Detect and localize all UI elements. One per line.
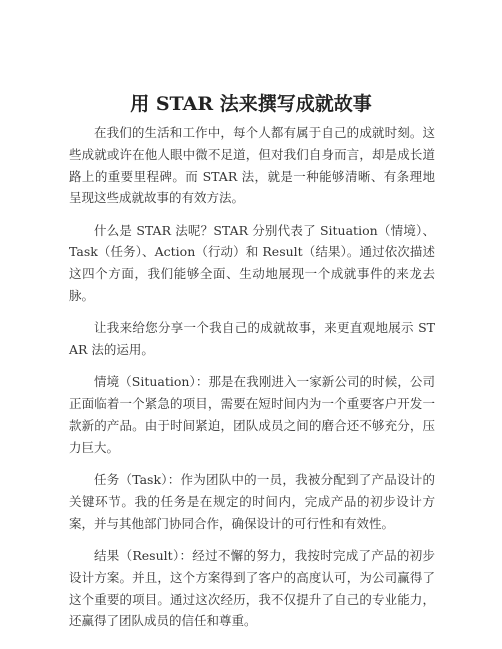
paragraph-result: 结果（Result）：经过不懈的努力，我按时完成了产品的初步设计方案。并且，这个方案得到了客户的高度认可，为公司赢得了这个重要的项目。通过这次经历，我不仅提升了自己的专业能力，还赢得了团队成员的信任和尊重。 [69, 548, 435, 629]
paragraph-task: 任务（Task）：作为团队中的一员，我被分配到了产品设计的关键环节。我的任务是在规定的时间内，完成产品的初步设计方案，并与其他部门协同合作，确保设计的可行性和有效性。 [69, 472, 435, 531]
document-title: 用 STAR 法来撰写成就故事 [130, 93, 372, 115]
paragraph-story-lead: 让我来给您分享一个我自己的成就故事，来更直观地展示 STAR 法的运用。 [69, 320, 435, 358]
paragraph-situation: 情境（Situation）：那是在我刚进入一家新公司的时候，公司正面临着一个紧急的项目，需要在短时间内为一个重要客户开发一款新的产品。由于时间紧迫，团队成员之间的磨合还不够充分，压力巨大。 [69, 374, 435, 455]
paragraph-intro: 在我们的生活和工作中，每个人都有属于自己的成就时刻。这些成就或许在他人眼中微不足道，但对我们自身而言，却是成长道路上的重要里程碑。而 STAR 法，就是一种能够清晰、有条理地呈现这些成就故事的有效方法。 [69, 125, 435, 206]
paragraph-star-definition: 什么是 STAR 法呢？STAR 分别代表了 Situation（情境）、Task（任务）、Action（行动）和 Result（结果）。通过依次描述这四个方面，我们能够全面、生动地展现一个成就事件的来龙去脉。 [69, 222, 435, 304]
document-body [69, 122, 435, 643]
